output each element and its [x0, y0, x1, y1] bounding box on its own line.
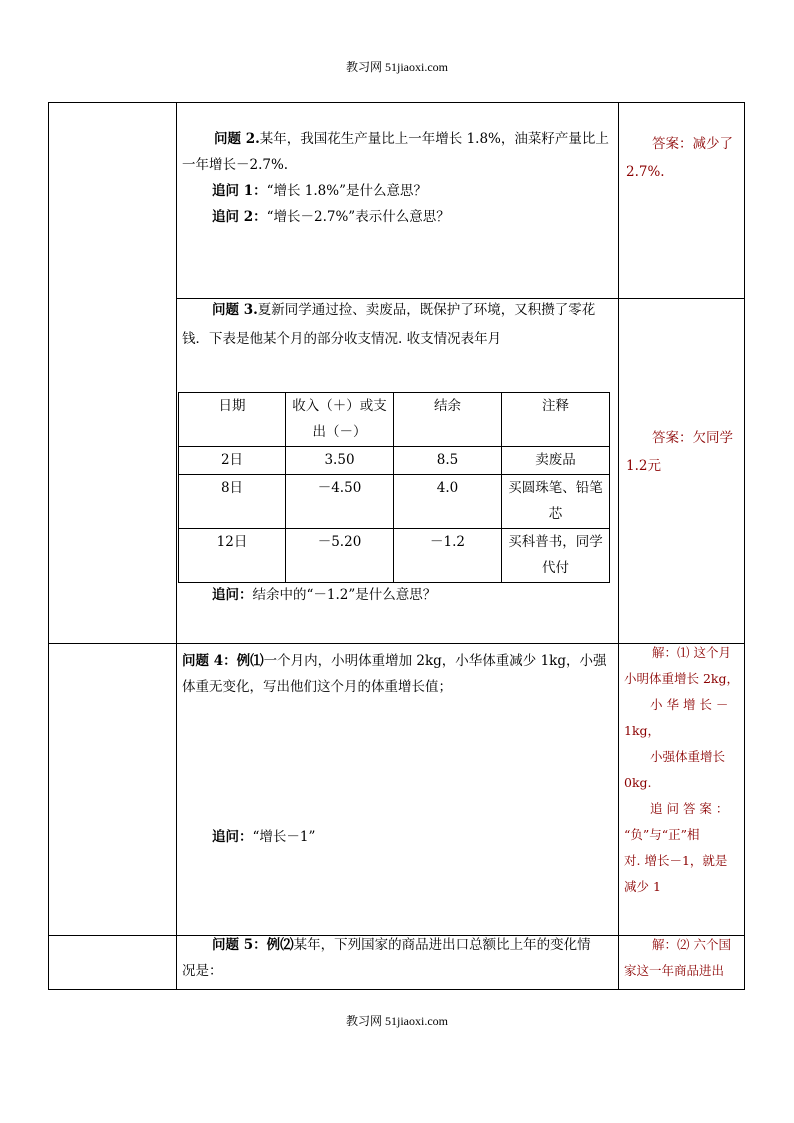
- cell-balance: 4.0: [394, 475, 502, 529]
- q4-answer: [624, 640, 742, 900]
- header-balance: 结余: [394, 393, 502, 447]
- column-divider-2: [618, 102, 619, 990]
- q4-followup-label: 追问：: [212, 829, 253, 845]
- page-footer: 教习网 51jiaoxi.com: [346, 1014, 448, 1028]
- cell-amount: －4.50: [286, 475, 394, 529]
- q2-answer-line2: 2.7%.: [626, 164, 665, 180]
- q5-line1: 某年，下列国家的商品进出口总额比上年的变化情: [293, 937, 591, 953]
- cell-amount: －5.20: [286, 529, 394, 583]
- column-divider-1: [176, 102, 177, 990]
- table-bottom-border: [48, 989, 745, 990]
- table-left-border: [48, 102, 49, 990]
- q4-answer-line: 对. 增长－1，就是: [624, 853, 728, 868]
- header-date: 日期: [179, 393, 286, 447]
- table-right-border: [744, 102, 745, 990]
- cell-note: 买圆珠笔、铅笔芯: [502, 475, 610, 529]
- q4-line1: 一个月内，小明体重增加 2kg，小华体重减少 1kg，小强: [263, 653, 607, 669]
- q5-answer-line2: 家这一年商品进出: [624, 963, 725, 978]
- header-income: 收入（＋）或支出（－）: [286, 393, 394, 447]
- q2-followup2-text: “增长－2.7%”表示什么意思？: [266, 209, 450, 225]
- q3-answer: [626, 424, 742, 480]
- q4-answer-line: 小明体重增长 2kg，: [624, 671, 740, 686]
- cell-date: 12日: [179, 529, 286, 583]
- q5-answer-line1: 解：⑵ 六个国: [652, 937, 731, 952]
- cell-note: 买科普书，同学代付: [502, 529, 610, 583]
- q3-answer-line2: 1.2元: [626, 458, 661, 474]
- q2-followup2-label: 追问 2：: [212, 209, 267, 225]
- header-note: 注释: [502, 393, 610, 447]
- q3-text: [182, 296, 614, 354]
- q5-line2: 况是：: [182, 963, 223, 979]
- q3-followup-label: 追问：: [212, 587, 253, 603]
- income-expense-table: [178, 392, 610, 583]
- q4-answer-line: 1kg，: [624, 723, 661, 738]
- q2-answer-line1: 答案：减少了: [652, 136, 733, 152]
- q3-answer-line1: 答案：欠同学: [652, 430, 733, 446]
- q2-text: [182, 126, 614, 230]
- table-top-border: [48, 102, 745, 103]
- q4-answer-line: “负”与“正”相: [624, 827, 700, 842]
- q3-label: 问题 3.: [212, 302, 258, 318]
- q3-line2: 钱．下表是他某个月的部分收支情况. 收支情况表年月: [182, 331, 502, 347]
- q4-answer-line: 追 问 答 案 ：: [650, 801, 729, 816]
- q4-answer-line: 小 华 增 长 －: [650, 697, 729, 712]
- table-header-row: [179, 393, 610, 447]
- table-row: [179, 529, 610, 583]
- cell-amount: 3.50: [286, 447, 394, 475]
- q4-text: [182, 648, 614, 700]
- q4-answer-line: 减少 1: [624, 879, 661, 894]
- q4-label: 问题 4：例⑴: [182, 653, 264, 669]
- q3-line1: 夏新同学通过捡、卖废品，既保护了环境，又积攒了零花: [257, 302, 596, 318]
- q5-answer: [624, 932, 742, 984]
- q2-line1: 某年，我国花生产量比上一年增长 1.8%，油菜籽产量比上: [259, 131, 609, 147]
- q3-followup: [212, 582, 612, 608]
- q4-followup: [212, 824, 612, 850]
- cell-balance: 8.5: [394, 447, 502, 475]
- q2-line2: 一年增长－2.7%.: [182, 157, 289, 173]
- cell-balance: －1.2: [394, 529, 502, 583]
- q2-followup1-label: 追问 1：: [212, 183, 267, 199]
- cell-note: 卖废品: [502, 447, 610, 475]
- q4-answer-line: 解：⑴ 这个月: [652, 645, 731, 660]
- q2-followup1-text: “增长 1.8%”是什么意思？: [266, 183, 427, 199]
- q4-answer-line: 小强体重增长: [650, 749, 726, 764]
- q4-line2: 体重无变化，写出他们这个月的体重增长值；: [182, 679, 452, 695]
- cell-date: 8日: [179, 475, 286, 529]
- q3-followup-text: 结余中的“－1.2”是什么意思？: [252, 587, 437, 603]
- table-row: [179, 475, 610, 529]
- q2-label: 问题 2.: [214, 131, 260, 147]
- q5-label: 问题 5：例⑵: [212, 937, 294, 953]
- page-header: 教习网 51jiaoxi.com: [346, 60, 448, 74]
- q4-answer-line: 0kg.: [624, 775, 652, 790]
- q5-text: [182, 932, 614, 984]
- cell-date: 2日: [179, 447, 286, 475]
- q4-followup-text: “增长－1”: [252, 829, 316, 845]
- table-row: [179, 447, 610, 475]
- q2-answer: [626, 130, 742, 186]
